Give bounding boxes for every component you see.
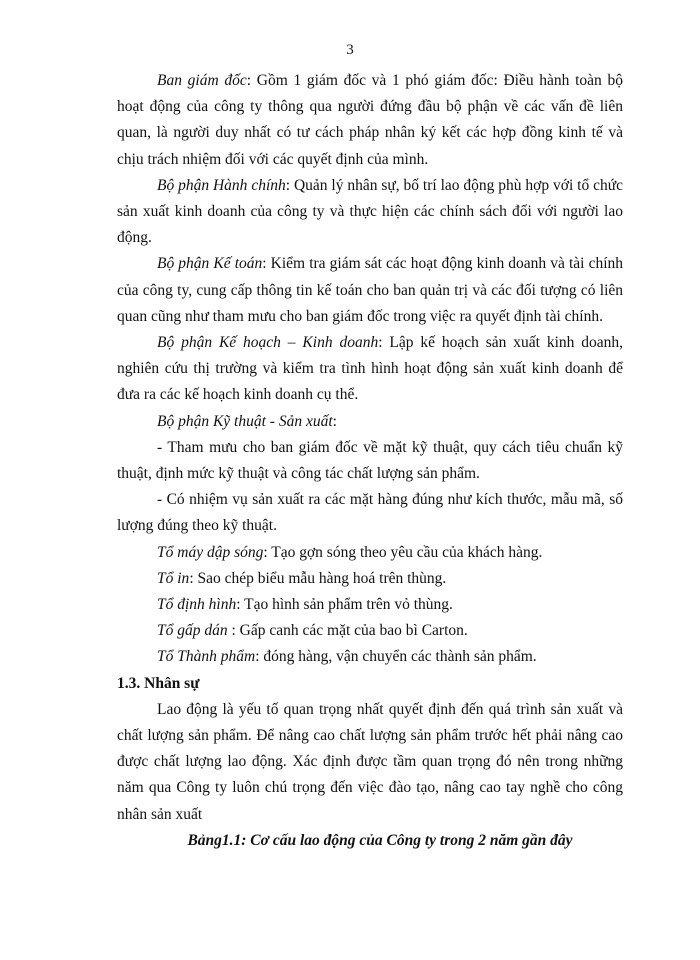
term-ky-thuat-san-xuat: Bộ phận Kỹ thuật - Sản xuất bbox=[157, 412, 333, 430]
desc-to-thanh-pham: : đóng hàng, vận chuyển các thành sản phẩm. bbox=[255, 648, 537, 666]
paragraph-hanh-chinh bbox=[117, 173, 623, 252]
section-paragraph: Lao động là yếu tố quan trọng nhất quyết định đến quá trình sản xuất và chất lượng sản phẩm. Để nâng cao chất lượng sản phẩm trước hết phải nâng cao được chất lượng lao động. Xác định được tầm quan trọng đó nên trong những năm qua Công ty luôn chú trọng đến việc đào tạo, nâng cao tay nghề cho công nhân sản xuất bbox=[117, 700, 623, 823]
desc-ke-hoach-kinh-doanh: : Lập kế hoạch sản xuất kinh doanh, nghiên cứu thị trường và kiểm tra tình hình hoạt động sản xuất kinh doanh để đưa ra các kế hoạch kinh doanh cụ thể. bbox=[117, 334, 624, 404]
paragraph-ky-thuat-san-xuat bbox=[117, 409, 623, 435]
desc-to-gap-dan: : Gấp canh các mặt của bao bì Carton. bbox=[227, 622, 468, 640]
page-content bbox=[117, 68, 623, 854]
paragraph-to-dinh-hinh bbox=[117, 592, 623, 618]
paragraph-ban-giam-doc bbox=[117, 68, 623, 173]
term-ke-toan: Bộ phận Kế toán bbox=[157, 255, 263, 273]
desc-to-dinh-hinh: : Tạo hình sản phẩm trên vỏ thùng. bbox=[236, 596, 453, 614]
term-to-thanh-pham: Tổ Thành phẩm bbox=[157, 648, 256, 666]
section-heading: 1.3. Nhân sự bbox=[117, 674, 200, 692]
desc-to-may-dap-song: : Tạo gợn sóng theo yêu cầu của khách hàng. bbox=[263, 543, 543, 561]
term-to-gap-dan: Tổ gấp dán bbox=[157, 622, 228, 640]
term-to-dinh-hinh: Tổ định hình bbox=[157, 596, 237, 614]
table-caption: Bảng1.1: Cơ cấu lao động của Công ty trong 2 năm gần đây bbox=[187, 831, 573, 849]
term-to-in: Tổ in bbox=[157, 569, 190, 587]
desc-ky-thuat-san-xuat: : bbox=[332, 412, 337, 430]
paragraph-ky-thuat-item-2 bbox=[117, 487, 623, 539]
paragraph-ke-toan bbox=[117, 251, 623, 330]
paragraph-to-gap-dan bbox=[117, 618, 623, 644]
desc-ban-giam-doc: : Gồm 1 giám đốc và 1 phó giám đốc: Điều hành toàn bộ hoạt động của công ty thông qua người đứng đầu bộ phận về các vấn đề liên quan, là người duy nhất có tư cách pháp nhân ký kết các hợp đồng kinh tế và chịu trách nhiệm đối với các quyết định của mình. bbox=[117, 72, 623, 168]
paragraph-to-may-dap-song bbox=[117, 540, 623, 566]
list-item-text: - Có nhiệm vụ sản xuất ra các mặt hàng đúng như kích thước, mẫu mã, số lượng đúng theo kỹ thuật. bbox=[117, 491, 623, 535]
desc-ke-toan: : Kiểm tra giám sát các hoạt động kinh doanh và tài chính của công ty, cung cấp thông tin kế toán cho ban quản trị và các đối tượng có liên quan cũng như tham mưu cho ban giám đốc trong việc ra quyết định tài chính. bbox=[117, 255, 624, 325]
paragraph-to-thanh-pham bbox=[117, 644, 623, 670]
page-number: 3 bbox=[346, 42, 354, 58]
term-ke-hoach-kinh-doanh: Bộ phận Kế hoạch – Kinh doanh bbox=[157, 334, 379, 352]
term-hanh-chinh: Bộ phận Hành chính bbox=[157, 176, 286, 194]
paragraph-ky-thuat-item-1 bbox=[117, 435, 623, 487]
paragraph-ke-hoach-kinh-doanh bbox=[117, 330, 623, 409]
desc-to-in: : Sao chép biểu mẫu hàng hoá trên thùng. bbox=[189, 569, 447, 587]
term-ban-giam-doc: Ban giám đốc bbox=[157, 72, 247, 89]
list-item-text: - Tham mưu cho ban giám đốc về mặt kỹ thuật, quy cách tiêu chuẩn kỹ thuật, định mức kỹ thuật và công tác chất lượng sản phẩm. bbox=[117, 438, 623, 483]
paragraph-to-in bbox=[117, 566, 623, 592]
desc-hanh-chinh: : Quản lý nhân sự, bố trí lao động phù hợp với tổ chức sản xuất kinh doanh của công ty và thực hiện các chính sách đối với người lao động. bbox=[117, 176, 623, 247]
term-to-may-dap-song: Tổ máy dập sóng bbox=[157, 543, 264, 561]
